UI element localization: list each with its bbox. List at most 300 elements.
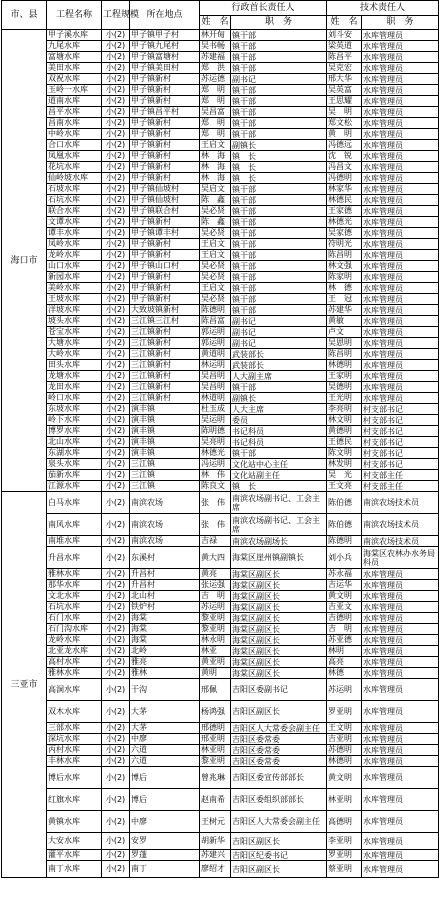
admin-name-cell: 陈明德 bbox=[200, 426, 231, 437]
admin-duty-cell: 镇 长 bbox=[231, 481, 327, 492]
header-tech-responsible: 技术责任人 bbox=[327, 1, 439, 16]
project-name-cell: 山口水库 bbox=[47, 261, 102, 272]
admin-name-cell: 林亚 bbox=[200, 646, 231, 657]
tech-name-cell: 苏德明 bbox=[327, 745, 362, 756]
admin-name-cell: 郭运明 bbox=[200, 327, 231, 338]
admin-name-cell: 陈 鑫 bbox=[200, 195, 231, 206]
admin-name-cell: 黎亚明 bbox=[200, 613, 231, 624]
tech-name-cell: 高亮 bbox=[327, 657, 362, 668]
tech-duty-cell: 水库管理员 bbox=[362, 580, 439, 591]
scale-cell: 小(2) bbox=[102, 789, 130, 811]
admin-duty-cell: 海棠区副区长 bbox=[231, 657, 327, 668]
tech-name-cell: 林文明 bbox=[327, 415, 362, 426]
admin-name-cell: 陈昌富 bbox=[200, 316, 231, 327]
admin-name-cell: 苏运明 bbox=[200, 602, 231, 613]
tech-duty-cell: 水库管理员 bbox=[362, 734, 439, 745]
tech-duty-cell: 水库管理员 bbox=[362, 184, 439, 195]
tech-name-cell: 林德明 bbox=[327, 360, 362, 371]
project-name-cell: 洋坡水库 bbox=[47, 305, 102, 316]
tech-name-cell: 王文明 bbox=[327, 723, 362, 734]
table-row bbox=[2, 767, 439, 789]
admin-name-cell: 郑 明 bbox=[200, 118, 231, 129]
admin-duty-cell: 吉阳区纪委书记 bbox=[231, 850, 327, 861]
admin-name-cell: 吉 明 bbox=[200, 591, 231, 602]
admin-duty-cell: 镇干部 bbox=[231, 217, 327, 228]
project-name-cell: 美岭水库 bbox=[47, 283, 102, 294]
tech-name-cell: 林亚明 bbox=[327, 789, 362, 811]
tech-duty-cell: 水库管理员 bbox=[362, 261, 439, 272]
location-cell: 甲子镇谭丰村 bbox=[130, 228, 200, 239]
tech-name-cell: 罗亚明 bbox=[327, 701, 362, 723]
location-cell: 海棠 bbox=[130, 635, 200, 646]
admin-duty-cell: 镇干部 bbox=[231, 250, 327, 261]
admin-name-cell: 林开甸 bbox=[200, 30, 231, 41]
table-row bbox=[2, 569, 439, 580]
table-row bbox=[2, 393, 439, 404]
admin-name-cell: 邢亚明 bbox=[200, 734, 231, 745]
scale-cell: 小(2) bbox=[102, 316, 130, 327]
tech-duty-cell: 水库管理员 bbox=[362, 206, 439, 217]
responsibility-table bbox=[1, 0, 439, 878]
tech-name-cell: 陈文明 bbox=[327, 448, 362, 459]
project-name-cell: 双木水库 bbox=[47, 701, 102, 723]
location-cell: 演丰镇 bbox=[130, 437, 200, 448]
table-row bbox=[2, 206, 439, 217]
scale-cell: 小(2) bbox=[102, 624, 130, 635]
tech-name-cell: 林发明 bbox=[327, 459, 362, 470]
location-cell: 甲子镇新村 bbox=[130, 217, 200, 228]
scale-cell: 小(2) bbox=[102, 63, 130, 74]
table-row bbox=[2, 327, 439, 338]
admin-name-cell: 吴必贤 bbox=[200, 294, 231, 305]
tech-name-cell: 陈德明 bbox=[327, 536, 362, 547]
location-cell: 大茅 bbox=[130, 701, 200, 723]
admin-name-cell: 陈良文 bbox=[200, 481, 231, 492]
tech-duty-cell: 水库管理员 bbox=[362, 371, 439, 382]
admin-duty-cell: 吉阳区副区长 bbox=[231, 701, 327, 723]
admin-duty-cell: 书记科员 bbox=[231, 437, 327, 448]
tech-duty-cell: 水库管理员 bbox=[362, 668, 439, 679]
tech-name-cell: 陈伯德 bbox=[327, 492, 362, 514]
project-name-cell: 南堆水库 bbox=[47, 536, 102, 547]
table-row bbox=[2, 228, 439, 239]
tech-name-cell: 黄德明 bbox=[327, 426, 362, 437]
tech-duty-cell: 水库管理员 bbox=[362, 294, 439, 305]
tech-duty-cell: 水库管理员 bbox=[362, 41, 439, 52]
scale-cell: 小(2) bbox=[102, 195, 130, 206]
project-name-cell: 石坑水库 bbox=[47, 195, 102, 206]
project-name-cell: 联合水库 bbox=[47, 206, 102, 217]
table-row bbox=[2, 195, 439, 206]
admin-duty-cell: 镇干部 bbox=[231, 96, 327, 107]
tech-duty-cell: 南滨农场技术员 bbox=[362, 492, 439, 514]
admin-name-cell: 苏运德 bbox=[200, 74, 231, 85]
scale-cell: 小(2) bbox=[102, 756, 130, 767]
table-row bbox=[2, 173, 439, 184]
scale-cell: 小(2) bbox=[102, 850, 130, 861]
scale-cell: 小(2) bbox=[102, 426, 130, 437]
admin-name-cell: 林道明 bbox=[200, 393, 231, 404]
table-row bbox=[2, 63, 439, 74]
tech-name-cell: 冯德明 bbox=[327, 173, 362, 184]
admin-duty-cell: 委员 bbox=[231, 415, 327, 426]
project-name-cell: 富塘水库 bbox=[47, 52, 102, 63]
admin-name-cell: 吴昌富 bbox=[200, 107, 231, 118]
location-cell: 升昌村 bbox=[130, 569, 200, 580]
location-cell: 演丰镇 bbox=[130, 448, 200, 459]
project-name-cell: 大岭水库 bbox=[47, 349, 102, 360]
admin-name-cell: 林 伟 bbox=[200, 470, 231, 481]
table-row bbox=[2, 118, 439, 129]
table-row bbox=[2, 151, 439, 162]
header-city: 市、县 bbox=[2, 1, 47, 30]
admin-duty-cell: 吉阳区委宣传部部长 bbox=[231, 767, 327, 789]
project-name-cell: 玉岭一水库 bbox=[47, 85, 102, 96]
tech-name-cell: 黄 明 bbox=[327, 129, 362, 140]
admin-duty-cell: 副书记 bbox=[231, 327, 327, 338]
tech-name-cell: 蔡亚明 bbox=[327, 861, 362, 878]
city-cell: 三亚市 bbox=[2, 492, 47, 878]
admin-name-cell: 吴必贤 bbox=[200, 261, 231, 272]
table-row bbox=[2, 591, 439, 602]
tech-name-cell: 冯德远 bbox=[327, 140, 362, 151]
tech-name-cell: 吴德明 bbox=[327, 382, 362, 393]
scale-cell: 小(2) bbox=[102, 96, 130, 107]
location-cell: 甲子镇新村 bbox=[130, 173, 200, 184]
table-row bbox=[2, 536, 439, 547]
admin-name-cell: 吴运明 bbox=[200, 415, 231, 426]
project-name-cell: 田头水库 bbox=[47, 360, 102, 371]
admin-name-cell: 林永明 bbox=[200, 635, 231, 646]
tech-duty-cell: 水库管理员 bbox=[362, 756, 439, 767]
tech-name-cell: 林家华 bbox=[327, 184, 362, 195]
table-row bbox=[2, 492, 439, 514]
admin-name-cell: 廖绍才 bbox=[200, 861, 231, 878]
tech-duty-cell: 水库管理员 bbox=[362, 140, 439, 151]
project-name-cell: 北亚龙水库 bbox=[47, 646, 102, 657]
project-name-cell: 东坡水库 bbox=[47, 404, 102, 415]
location-cell: 甲子镇美田村 bbox=[130, 63, 200, 74]
table-row bbox=[2, 624, 439, 635]
table-row bbox=[2, 184, 439, 195]
project-name-cell: 岭下水库 bbox=[47, 415, 102, 426]
admin-name-cell: 黄道明 bbox=[200, 349, 231, 360]
admin-name-cell: 黎亚明 bbox=[200, 756, 231, 767]
project-name-cell: 南丁水库 bbox=[47, 861, 102, 878]
tech-name-cell: 梁英道 bbox=[327, 41, 362, 52]
scale-cell: 小(2) bbox=[102, 448, 130, 459]
scale-cell: 小(2) bbox=[102, 569, 130, 580]
tech-duty-cell: 村支部书记 bbox=[362, 426, 439, 437]
tech-name-cell: 苏建华 bbox=[327, 305, 362, 316]
scale-cell: 小(2) bbox=[102, 239, 130, 250]
admin-duty-cell: 镇 长 bbox=[231, 162, 327, 173]
table-row bbox=[2, 283, 439, 294]
table-row bbox=[2, 305, 439, 316]
admin-name-cell: 王启文 bbox=[200, 140, 231, 151]
admin-name-cell: 吴书畅 bbox=[200, 41, 231, 52]
admin-name-cell: 王启文 bbox=[200, 239, 231, 250]
header-admin-name: 姓 名 bbox=[200, 16, 231, 30]
scale-cell: 小(2) bbox=[102, 745, 130, 756]
project-name-cell: 美田水库 bbox=[47, 63, 102, 74]
table-row bbox=[2, 272, 439, 283]
location-cell: 三江镇新村 bbox=[130, 327, 200, 338]
location-cell: 三江镇新村 bbox=[130, 349, 200, 360]
scale-cell: 小(2) bbox=[102, 657, 130, 668]
header-admin-responsible: 行政首长责任人 bbox=[200, 1, 327, 16]
tech-name-cell: 刘斗安 bbox=[327, 30, 362, 41]
table-row bbox=[2, 811, 439, 833]
project-name-cell: 灌平水库 bbox=[47, 850, 102, 861]
tech-duty-cell: 水库管理员 bbox=[362, 162, 439, 173]
admin-name-cell: 张运强 bbox=[200, 580, 231, 591]
project-name-cell: 泉头水库 bbox=[47, 459, 102, 470]
tech-name-cell: 苏永福 bbox=[327, 569, 362, 580]
admin-duty-cell: 镇 长 bbox=[231, 151, 327, 162]
location-cell: 南丁 bbox=[130, 861, 200, 878]
admin-name-cell: 林运明 bbox=[200, 360, 231, 371]
admin-name-cell: 吉禄 bbox=[200, 536, 231, 547]
tech-name-cell: 吉亚文 bbox=[327, 602, 362, 613]
tech-duty-cell: 水库管理员 bbox=[362, 118, 439, 129]
project-name-cell: 南风水库 bbox=[47, 514, 102, 536]
table-row bbox=[2, 294, 439, 305]
location-cell: 三江镇 bbox=[130, 459, 200, 470]
location-cell: 甲子镇新村 bbox=[130, 272, 200, 283]
tech-duty-cell: 水库管理员 bbox=[362, 602, 439, 613]
tech-duty-cell: 水库管理员 bbox=[362, 129, 439, 140]
scale-cell: 小(2) bbox=[102, 349, 130, 360]
table-row bbox=[2, 459, 439, 470]
admin-name-cell: 邢德明 bbox=[200, 723, 231, 734]
project-name-cell: 升昌水库 bbox=[47, 547, 102, 569]
location-cell: 东溪村 bbox=[130, 547, 200, 569]
location-cell: 甲子镇新村 bbox=[130, 140, 200, 151]
admin-duty-cell: 吉阳区副区长 bbox=[231, 861, 327, 878]
project-name-cell: 丙村水库 bbox=[47, 745, 102, 756]
table-row bbox=[2, 657, 439, 668]
tech-duty-cell: 水库管理员 bbox=[362, 96, 439, 107]
location-cell: 甲子镇新村 bbox=[130, 74, 200, 85]
scale-cell: 小(2) bbox=[102, 767, 130, 789]
admin-duty-cell: 海棠区副区长 bbox=[231, 602, 327, 613]
scale-cell: 小(2) bbox=[102, 173, 130, 184]
project-name-cell: 甲子溪水库 bbox=[47, 30, 102, 41]
admin-name-cell: 王树元 bbox=[200, 811, 231, 833]
location-cell: 甲子镇山口村 bbox=[130, 261, 200, 272]
table-row bbox=[2, 85, 439, 96]
table-row bbox=[2, 74, 439, 85]
admin-name-cell: 王启文 bbox=[200, 283, 231, 294]
scale-cell: 小(2) bbox=[102, 580, 130, 591]
project-name-cell: 龙塘水库 bbox=[47, 371, 102, 382]
tech-duty-cell: 水库管理员 bbox=[362, 217, 439, 228]
location-cell: 甲子镇新村 bbox=[130, 129, 200, 140]
scale-cell: 小(2) bbox=[102, 536, 130, 547]
admin-duty-cell: 海棠区副区长 bbox=[231, 646, 327, 657]
admin-duty-cell: 吉阳区人大常委会副主任 bbox=[231, 723, 327, 734]
tech-name-cell: 王光明 bbox=[327, 393, 362, 404]
tech-name-cell: 苏运明 bbox=[327, 679, 362, 701]
location-cell: 三江镇新村 bbox=[130, 371, 200, 382]
project-name-cell: 雅林水库 bbox=[47, 668, 102, 679]
project-name-cell: 北山水库 bbox=[47, 437, 102, 448]
tech-name-cell: 吴恩明 bbox=[327, 338, 362, 349]
admin-duty-cell: 文化站中心主任 bbox=[231, 459, 327, 470]
table-row bbox=[2, 316, 439, 327]
project-name-cell: 文谭水库 bbox=[47, 217, 102, 228]
admin-name-cell: 郭运明 bbox=[200, 338, 231, 349]
project-name-cell: 茄新水库 bbox=[47, 470, 102, 481]
admin-name-cell: 郑 明 bbox=[200, 96, 231, 107]
location-cell: 南滨农场 bbox=[130, 514, 200, 536]
tech-name-cell: 罗亚明 bbox=[327, 850, 362, 861]
tech-duty-cell: 村支部书记 bbox=[362, 415, 439, 426]
table-row bbox=[2, 668, 439, 679]
location-cell: 大致坡镇新村 bbox=[130, 305, 200, 316]
admin-duty-cell: 镇干部 bbox=[231, 272, 327, 283]
location-cell: 博后 bbox=[130, 789, 200, 811]
table-row bbox=[2, 349, 439, 360]
tech-name-cell: 沈 锐 bbox=[327, 151, 362, 162]
scale-cell: 小(2) bbox=[102, 206, 130, 217]
project-name-cell: 大塘水库 bbox=[47, 338, 102, 349]
scale-cell: 小(2) bbox=[102, 668, 130, 679]
tech-duty-cell: 水库管理员 bbox=[362, 74, 439, 85]
admin-duty-cell: 副书记 bbox=[231, 338, 327, 349]
table-row bbox=[2, 646, 439, 657]
project-name-cell: 凤岭水库 bbox=[47, 239, 102, 250]
admin-name-cell: 吴启文 bbox=[200, 184, 231, 195]
tech-name-cell: 林德光 bbox=[327, 217, 362, 228]
scale-cell: 小(2) bbox=[102, 338, 130, 349]
admin-duty-cell: 海棠区崖州镇副镇长 bbox=[231, 547, 327, 569]
tech-name-cell: 苏亚德 bbox=[327, 635, 362, 646]
scale-cell: 小(2) bbox=[102, 261, 130, 272]
admin-duty-cell: 武装部长 bbox=[231, 360, 327, 371]
project-name-cell: 石坑水库 bbox=[47, 602, 102, 613]
project-name-cell: 苍宝水库 bbox=[47, 327, 102, 338]
tech-duty-cell: 水库管理员 bbox=[362, 569, 439, 580]
admin-duty-cell: 副书记 bbox=[231, 74, 327, 85]
admin-duty-cell: 镇干部 bbox=[231, 107, 327, 118]
tech-duty-cell: 水库管理员 bbox=[362, 861, 439, 878]
project-name-cell: 红旗水库 bbox=[47, 789, 102, 811]
admin-name-cell: 陈 鑫 bbox=[200, 217, 231, 228]
admin-duty-cell: 南滨农场副场长 bbox=[231, 536, 327, 547]
admin-duty-cell: 镇干部 bbox=[231, 85, 327, 96]
project-name-cell: 花坑水库 bbox=[47, 162, 102, 173]
scale-cell: 小(2) bbox=[102, 481, 130, 492]
admin-name-cell: 黄亮 bbox=[200, 569, 231, 580]
scale-cell: 小(2) bbox=[102, 162, 130, 173]
admin-duty-cell: 镇干部 bbox=[231, 206, 327, 217]
location-cell: 大茅 bbox=[130, 723, 200, 734]
scale-cell: 小(2) bbox=[102, 679, 130, 701]
project-name-cell: 仙岭坡水库 bbox=[47, 173, 102, 184]
tech-duty-cell: 水库管理员 bbox=[362, 360, 439, 371]
table-row bbox=[2, 580, 439, 591]
scale-cell: 小(2) bbox=[102, 723, 130, 734]
project-name-cell: 王坡水库 bbox=[47, 294, 102, 305]
tech-name-cell: 吴英富 bbox=[327, 85, 362, 96]
table-row bbox=[2, 52, 439, 63]
admin-duty-cell: 镇干部 bbox=[231, 52, 327, 63]
tech-name-cell: 符明光 bbox=[327, 239, 362, 250]
table-row bbox=[2, 470, 439, 481]
admin-name-cell: 曾兆琳 bbox=[200, 767, 231, 789]
admin-duty-cell: 吉阳区委副书记 bbox=[231, 679, 327, 701]
admin-duty-cell: 南滨农场副书记、工会主席 bbox=[231, 492, 327, 514]
project-name-cell: 那华水库 bbox=[47, 580, 102, 591]
tech-name-cell: 高德明 bbox=[327, 811, 362, 833]
location-cell: 甲子镇新村 bbox=[130, 162, 200, 173]
tech-duty-cell: 南滨农场技术员 bbox=[362, 514, 439, 536]
project-name-cell: 深坑水库 bbox=[47, 734, 102, 745]
tech-duty-cell: 水库管理员 bbox=[362, 272, 439, 283]
tech-name-cell: 王德民 bbox=[327, 437, 362, 448]
tech-duty-cell: 村支部主任 bbox=[362, 470, 439, 481]
table-row bbox=[2, 261, 439, 272]
table-row bbox=[2, 140, 439, 151]
tech-duty-cell: 水库管理员 bbox=[362, 151, 439, 162]
admin-name-cell: 吴亮明 bbox=[200, 437, 231, 448]
admin-duty-cell: 镇干部 bbox=[231, 261, 327, 272]
tech-name-cell: 冯昌文 bbox=[327, 162, 362, 173]
tech-name-cell: 李亚明 bbox=[327, 833, 362, 850]
admin-name-cell: 赵南希 bbox=[200, 789, 231, 811]
admin-name-cell: 林 海 bbox=[200, 162, 231, 173]
tech-duty-cell: 村支部主任 bbox=[362, 481, 439, 492]
tech-duty-cell: 水库管理员 bbox=[362, 833, 439, 850]
header-scale: 工程规模 bbox=[102, 1, 130, 30]
tech-name-cell: 吉 明 bbox=[327, 624, 362, 635]
admin-duty-cell: 镇干部 bbox=[231, 305, 327, 316]
tech-duty-cell: 水库管理员 bbox=[362, 349, 439, 360]
admin-duty-cell: 镇干部 bbox=[231, 382, 327, 393]
project-name-cell: 文北水库 bbox=[47, 591, 102, 602]
tech-name-cell: 卢文 bbox=[327, 327, 362, 338]
tech-name-cell: 陈昌明 bbox=[327, 349, 362, 360]
tech-duty-cell: 南滨农场技术员 bbox=[362, 536, 439, 547]
admin-duty-cell: 文化站副主任 bbox=[231, 470, 327, 481]
project-name-cell: 高村水库 bbox=[47, 657, 102, 668]
tech-duty-cell: 水库管理员 bbox=[362, 850, 439, 861]
location-cell: 甲子镇仙坡村 bbox=[130, 184, 200, 195]
location-cell: 升昌村 bbox=[130, 580, 200, 591]
admin-duty-cell: 镇干部 bbox=[231, 239, 327, 250]
admin-name-cell: 黄亚明 bbox=[200, 657, 231, 668]
project-name-cell: 三部水库 bbox=[47, 723, 102, 734]
header-location: 所在地点 bbox=[130, 1, 200, 30]
location-cell: 甲子镇新村 bbox=[130, 239, 200, 250]
location-cell: 安罗 bbox=[130, 833, 200, 850]
tech-name-cell: 黄文明 bbox=[327, 767, 362, 789]
admin-duty-cell: 武装部长 bbox=[231, 349, 327, 360]
table-row bbox=[2, 415, 439, 426]
tech-duty-cell: 村支部书记 bbox=[362, 448, 439, 459]
tech-name-cell: 吉德明 bbox=[327, 613, 362, 624]
scale-cell: 小(2) bbox=[102, 811, 130, 833]
scale-cell: 小(2) bbox=[102, 283, 130, 294]
table-row bbox=[2, 250, 439, 261]
admin-name-cell: 张 伟 bbox=[200, 514, 231, 536]
project-name-cell: 丰林水库 bbox=[47, 756, 102, 767]
tech-name-cell: 吉亚明 bbox=[327, 734, 362, 745]
table-row bbox=[2, 745, 439, 756]
scale-cell: 小(2) bbox=[102, 602, 130, 613]
